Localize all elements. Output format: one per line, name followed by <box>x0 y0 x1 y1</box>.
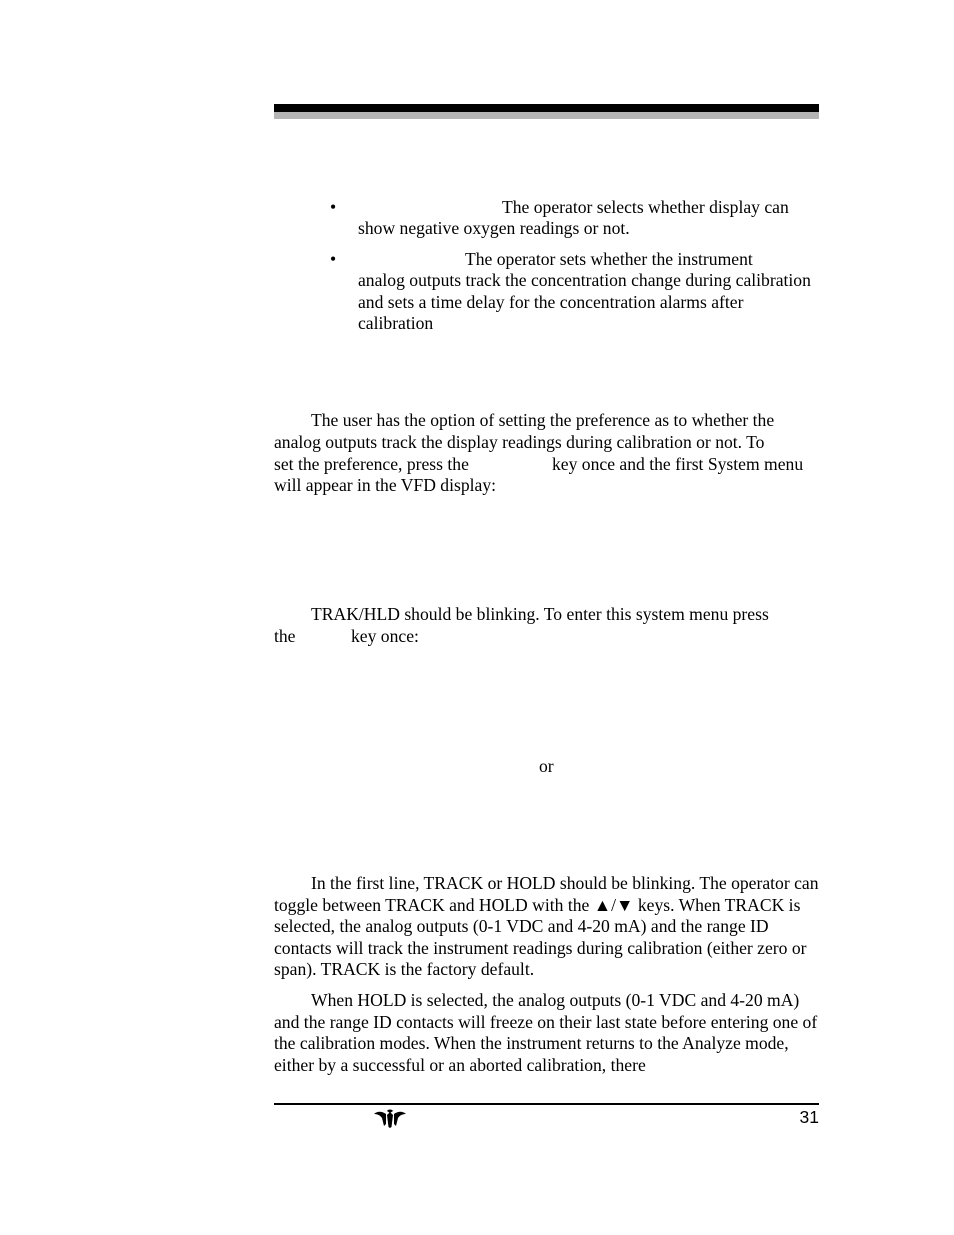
para2-line1: TRAK/HLD should be blinking. To enter this system menu press <box>311 604 769 624</box>
para2-line2a: the <box>274 626 296 646</box>
bullet-1-line1: The operator selects whether display can <box>502 197 789 217</box>
bullet-2-line1: The operator sets whether the instrument <box>465 249 753 269</box>
para1-line3a: set the preference, press the <box>274 454 469 474</box>
bullet-dot: • <box>330 197 337 217</box>
or-separator: or <box>539 756 554 776</box>
para4: When HOLD is selected, the analog outputs (0-1 VDC and 4-20 mA) and the range ID contacts will freeze on their last state before entering one of the calibration modes. When the instrument returns to the Analyze mode, either by a successful or an aborted calibration, there <box>274 990 818 1075</box>
para1-line3b: key once and the first System menu <box>552 454 804 474</box>
para1-line4: will appear in the VFD display: <box>274 475 497 495</box>
header-rule-shadow <box>274 112 819 119</box>
teledyne-logo-icon <box>373 1107 407 1129</box>
page-number: 31 <box>799 1107 819 1127</box>
bullet-2-text: analog outputs track the concentration change during calibration and sets a time delay for the concentration alarms after calibration <box>358 270 811 333</box>
bullet-dot: • <box>330 249 337 269</box>
para1-line1: The user has the option of setting the preference as to whether the <box>311 410 775 430</box>
footer-rule <box>274 1103 819 1105</box>
para2-line2b: key once: <box>351 626 419 646</box>
para3: In the first line, TRACK or HOLD should be blinking. The operator can toggle between TRACK and HOLD with the ▲/▼ keys. When TRACK is selected, the analog outputs (0-1 VDC and 4-20 mA) and the range ID contacts will track the instrument readings during calibration (either zero or span). TRACK is the factory default. <box>274 873 819 979</box>
para1-line2: analog outputs track the display readings during calibration or not. To <box>274 432 765 452</box>
bullet-1-text: show negative oxygen readings or not. <box>358 218 630 238</box>
header-rule <box>274 104 819 112</box>
